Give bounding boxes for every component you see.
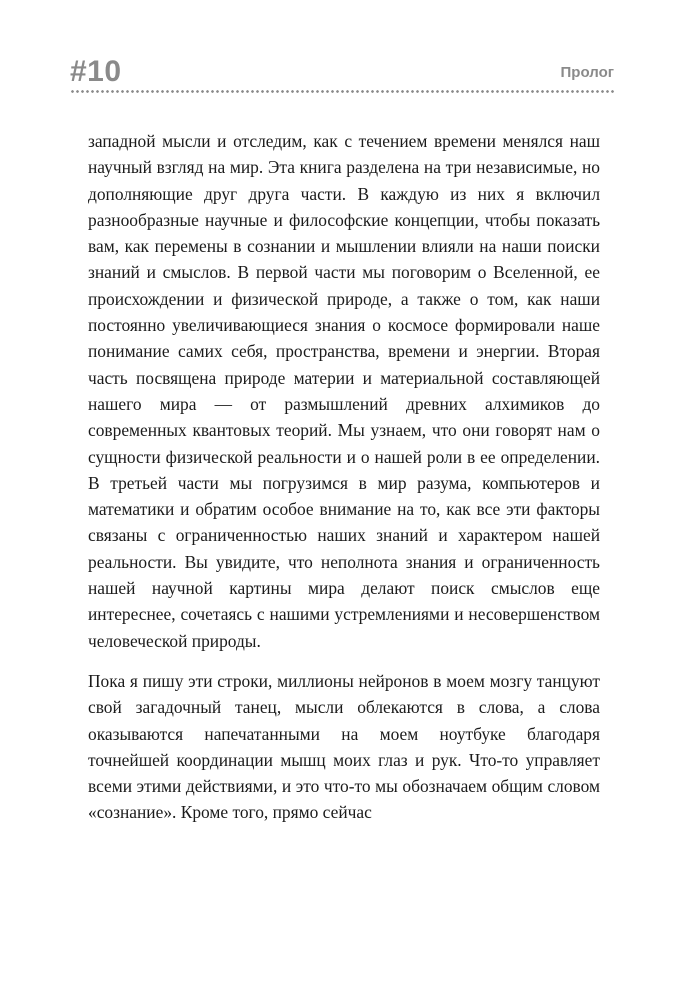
- paragraph: западной мысли и отследим, как с течением времени менялся наш научный взгляд на мир. Эта книга разделена на три независимые, но дополняющие друг друга части. В каждую из них я включил разнообразные научные и философские концепции, чтобы показать вам, как перемены в сознании и мышлении влияли на наши поиски знаний и смыслов. В первой части мы поговорим о Вселенной, ее происхождении и физической природе, а также о том, как наши постоянно увеличивающиеся знания о космосе формировали наше понимание самих себя, пространства, времени и энергии. Вторая часть посвящена природе материи и материальной составляющей нашего мира — от размышлений древних алхимиков до современных квантовых теорий. Мы узнаем, что они говорят нам о сущности физической реальности и о нашей роли в ее определении. В третьей части мы погрузимся в мир разума, компьютеров и математики и обратим особое внимание на то, как все эти факторы связаны с ограниченностью наших знаний и характером нашей реальности. Вы увидите, что неполнота знания и ограниченность нашей научной картины мира делают поиск смыслов еще интереснее, сочетаясь с нашими устремлениями и несовершенством человеческой природы.: [88, 131, 600, 651]
- page-number: #10: [70, 55, 122, 88]
- running-head: Пролог: [560, 64, 614, 81]
- paragraph: Пока я пишу эти строки, миллионы нейронов в моем мозгу танцуют свой загадочный танец, мысли облекаются в слова, а слова оказываются напечатанными на моем ноутбуке благодаря точнейшей координации мышц моих глаз и рук. Что-то управляет всеми этими действиями, и это что-то мы обозначаем общим словом «сознание». Кроме того, прямо сейчас: [88, 670, 600, 823]
- page-header: [70, 56, 614, 96]
- dotted-rule: [70, 90, 614, 93]
- body-text: [88, 128, 600, 826]
